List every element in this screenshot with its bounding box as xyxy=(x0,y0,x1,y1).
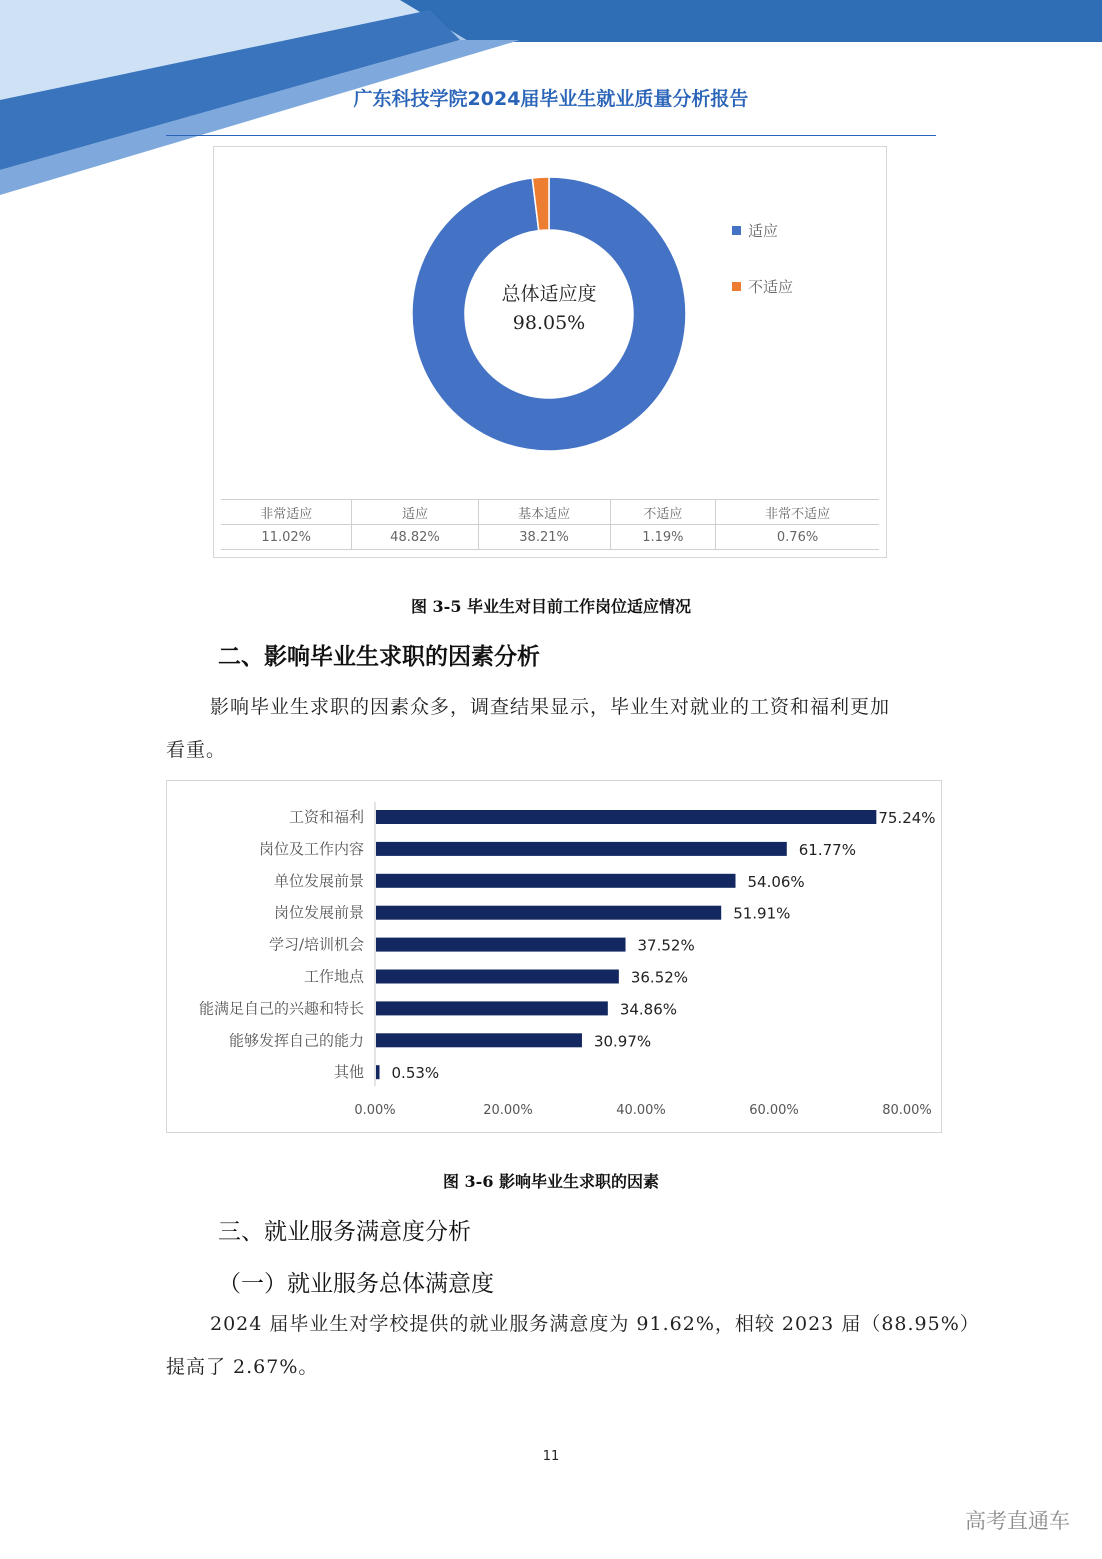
bar-category-label: 单位发展前景 xyxy=(273,871,364,890)
watermark: 高考直通车 xyxy=(965,1509,1070,1533)
header-title: 广东科技学院2024届毕业生就业质量分析报告 xyxy=(353,88,749,110)
bar-value-label: 61.77% xyxy=(798,840,856,859)
section-3-heading: 三、就业服务满意度分析 xyxy=(218,1219,471,1245)
bar-tick-label: 0.00% xyxy=(354,1103,396,1118)
bar-tick-label: 40.00% xyxy=(616,1103,666,1118)
legend-label: 适应 xyxy=(748,222,779,240)
bar xyxy=(376,842,787,856)
bar-category-label: 岗位发展前景 xyxy=(273,903,364,922)
bar-chart xyxy=(166,780,942,1133)
bar-category-label: 学习/培训机会 xyxy=(268,935,364,954)
bar-value-label: 34.86% xyxy=(619,1000,678,1019)
bar-category-label: 其他 xyxy=(333,1063,364,1082)
bar xyxy=(376,970,619,984)
section-2-heading: 二、影响毕业生求职的因素分析 xyxy=(218,644,540,670)
bar-value-label: 51.91% xyxy=(733,904,791,923)
table-header-cell: 适应 xyxy=(352,500,478,525)
bar-category-labels xyxy=(199,808,365,1081)
table-header-cell: 非常适应 xyxy=(221,500,352,525)
legend-swatch xyxy=(732,226,741,235)
bar xyxy=(376,938,626,952)
bar-category-label: 能够发挥自己的能力 xyxy=(228,1031,364,1050)
bar-tick-label: 60.00% xyxy=(749,1103,799,1118)
bar-value-label: 54.06% xyxy=(747,872,805,891)
table-header-cell: 非常不适应 xyxy=(716,500,879,525)
table-value-cell: 38.21% xyxy=(478,525,610,550)
table-value-cell: 1.19% xyxy=(610,525,715,550)
bar-tick-label: 80.00% xyxy=(882,1103,932,1118)
table-value-cell: 0.76% xyxy=(716,525,879,550)
table-header-cell: 不适应 xyxy=(610,500,715,525)
table-value-cell: 11.02% xyxy=(221,525,352,550)
bar-category-label: 工资和福利 xyxy=(288,808,364,826)
bar xyxy=(376,1001,608,1015)
legend-label: 不适应 xyxy=(748,278,794,296)
table-value-row xyxy=(221,525,879,550)
figure-3-5-caption: 图 3-5 毕业生对目前工作岗位适应情况 xyxy=(410,597,692,616)
bar-tick-label: 20.00% xyxy=(483,1103,533,1118)
section-2-paragraph-line-1: 影响毕业生求职的因素众多，调查结果显示，毕业生对就业的工资和福利更加 xyxy=(210,696,891,718)
bar xyxy=(376,874,735,888)
bar xyxy=(376,906,721,920)
bar-value-label: 75.24% xyxy=(878,809,936,827)
bar-value-label: 0.53% xyxy=(391,1064,440,1083)
section-2-paragraph-line-2: 看重。 xyxy=(166,739,227,761)
table-header-cell: 基本适应 xyxy=(478,500,610,525)
donut-legend xyxy=(732,222,793,296)
table-value-cell: 48.82% xyxy=(352,525,478,550)
header-rule xyxy=(166,135,936,136)
bar-tick-labels xyxy=(354,1103,931,1118)
bar-value-label: 37.52% xyxy=(637,936,695,955)
adaptation-table xyxy=(221,499,879,550)
bar-category-label: 岗位及工作内容 xyxy=(258,839,364,858)
bar xyxy=(376,810,876,824)
bar xyxy=(376,1065,380,1079)
bar-value-label: 36.52% xyxy=(630,968,689,987)
bar-value-label: 30.97% xyxy=(593,1032,652,1051)
section-3-paragraph-line-1: 2024 届毕业生对学校提供的就业服务满意度为 91.62%，相较 2023 届（88.95%） xyxy=(210,1313,980,1335)
figure-3-6-caption: 图 3-6 影响毕业生求职的因素 xyxy=(442,1172,660,1191)
donut-center-value: 98.05% xyxy=(512,312,586,334)
legend-swatch xyxy=(732,282,741,291)
bar-category-label: 能满足自己的兴趣和特长 xyxy=(198,999,364,1018)
bar-category-label: 工作地点 xyxy=(303,967,364,986)
section-3-subheading: （一）就业服务总体满意度 xyxy=(218,1271,494,1297)
page-number: 11 xyxy=(542,1449,560,1464)
donut-center-title: 总体适应度 xyxy=(501,283,597,305)
section-3-paragraph-line-2: 提高了 2.67%。 xyxy=(166,1356,319,1378)
bar xyxy=(376,1033,582,1047)
donut-chart xyxy=(213,146,887,486)
table-header-row xyxy=(221,500,879,525)
